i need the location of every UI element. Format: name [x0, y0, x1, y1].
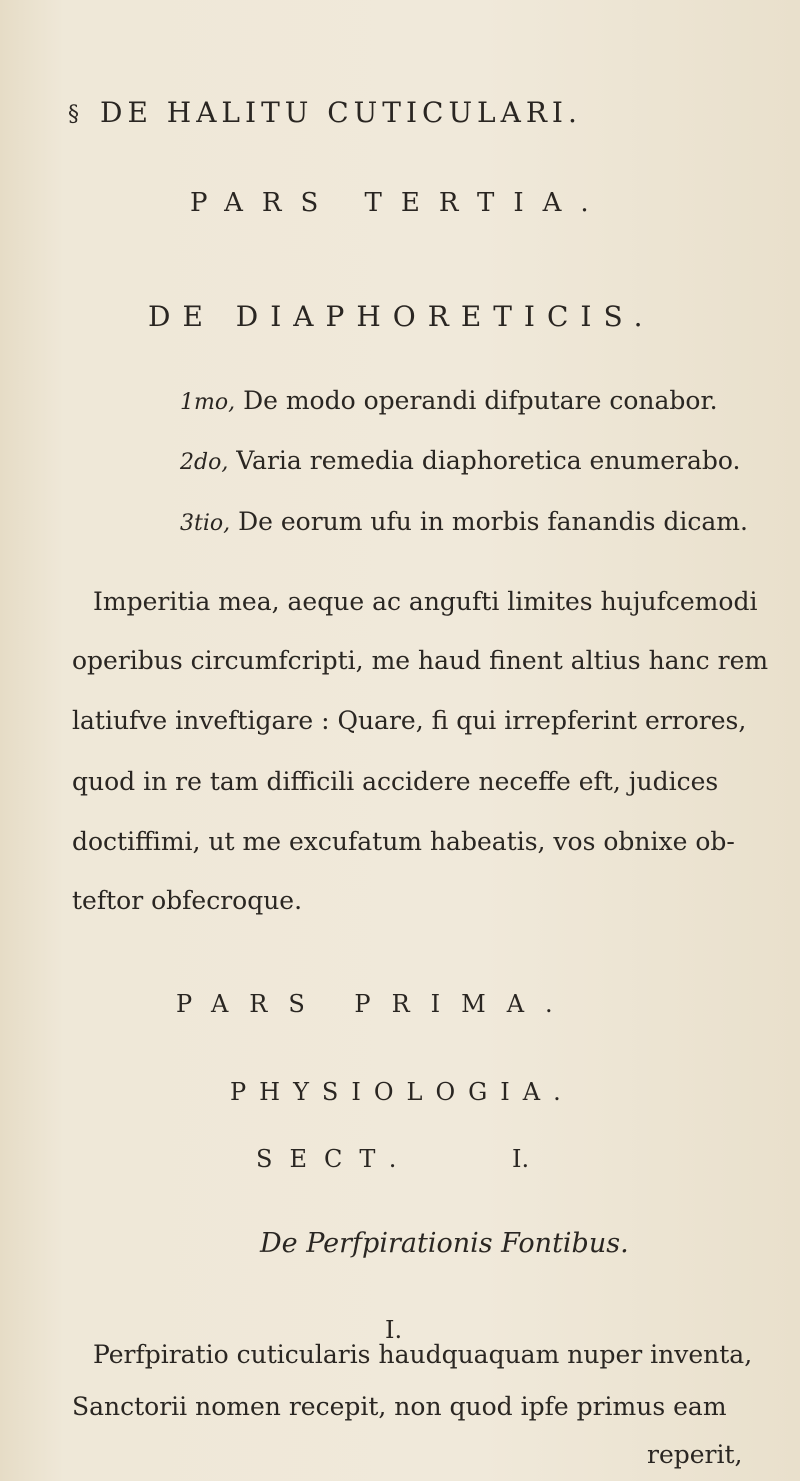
subpart-title: PHYSIOLOGIA. — [230, 1078, 574, 1106]
preface-line: Imperitia mea, aeque ac angufti limites hujufcemodi — [93, 587, 758, 616]
part-title: DE DIAPHORETICIS. — [148, 300, 655, 333]
outline-item — [180, 386, 718, 415]
outline-text: De modo operandi difputare conabor. — [243, 386, 718, 415]
preface-line: quod in re tam difficili accidere neceffe eft, judices — [72, 767, 719, 796]
section-title: De Perfpirationis Fontibus. — [260, 1228, 629, 1259]
outline-text: Varia remedia diaphoretica enumerabo. — [236, 446, 741, 475]
body-line: Sanctorii nomen recepit, non quod ipfe primus eam — [72, 1392, 727, 1421]
outline-item — [180, 507, 748, 536]
paragraph-number: I. — [385, 1316, 403, 1344]
preface-line: latiufve inveftigare : Quare, fi qui irrepferint errores, — [72, 706, 747, 735]
outline-ordinal: 2do, — [180, 450, 229, 475]
body-line: Perfpiratio cuticularis haudquaquam nuper inventa, — [93, 1340, 753, 1369]
outline-text: De eorum ufu in morbis fanandis dicam. — [238, 507, 748, 536]
part-heading: PARS TERTIA. — [190, 188, 608, 218]
preface-line: teftor obfecroque. — [72, 886, 303, 915]
catchword: reperit, — [647, 1440, 743, 1469]
outline-item — [180, 446, 740, 475]
preface-line: doctiffimi, ut me excufatum habeatis, vos obnixe ob- — [72, 827, 735, 856]
section-number: I. — [512, 1145, 530, 1173]
outline-ordinal: 1mo, — [180, 390, 236, 415]
section-label: SECT. — [256, 1145, 414, 1173]
running-header: DE HALITU CUTICULARI. — [100, 96, 582, 129]
outline-ordinal: 3tio, — [180, 511, 231, 536]
signature-mark: § — [68, 102, 79, 127]
preface-line: operibus circumfcripti, me haud finent altius hanc rem — [72, 646, 769, 675]
subpart-heading: PARS PRIMA. — [176, 990, 574, 1018]
